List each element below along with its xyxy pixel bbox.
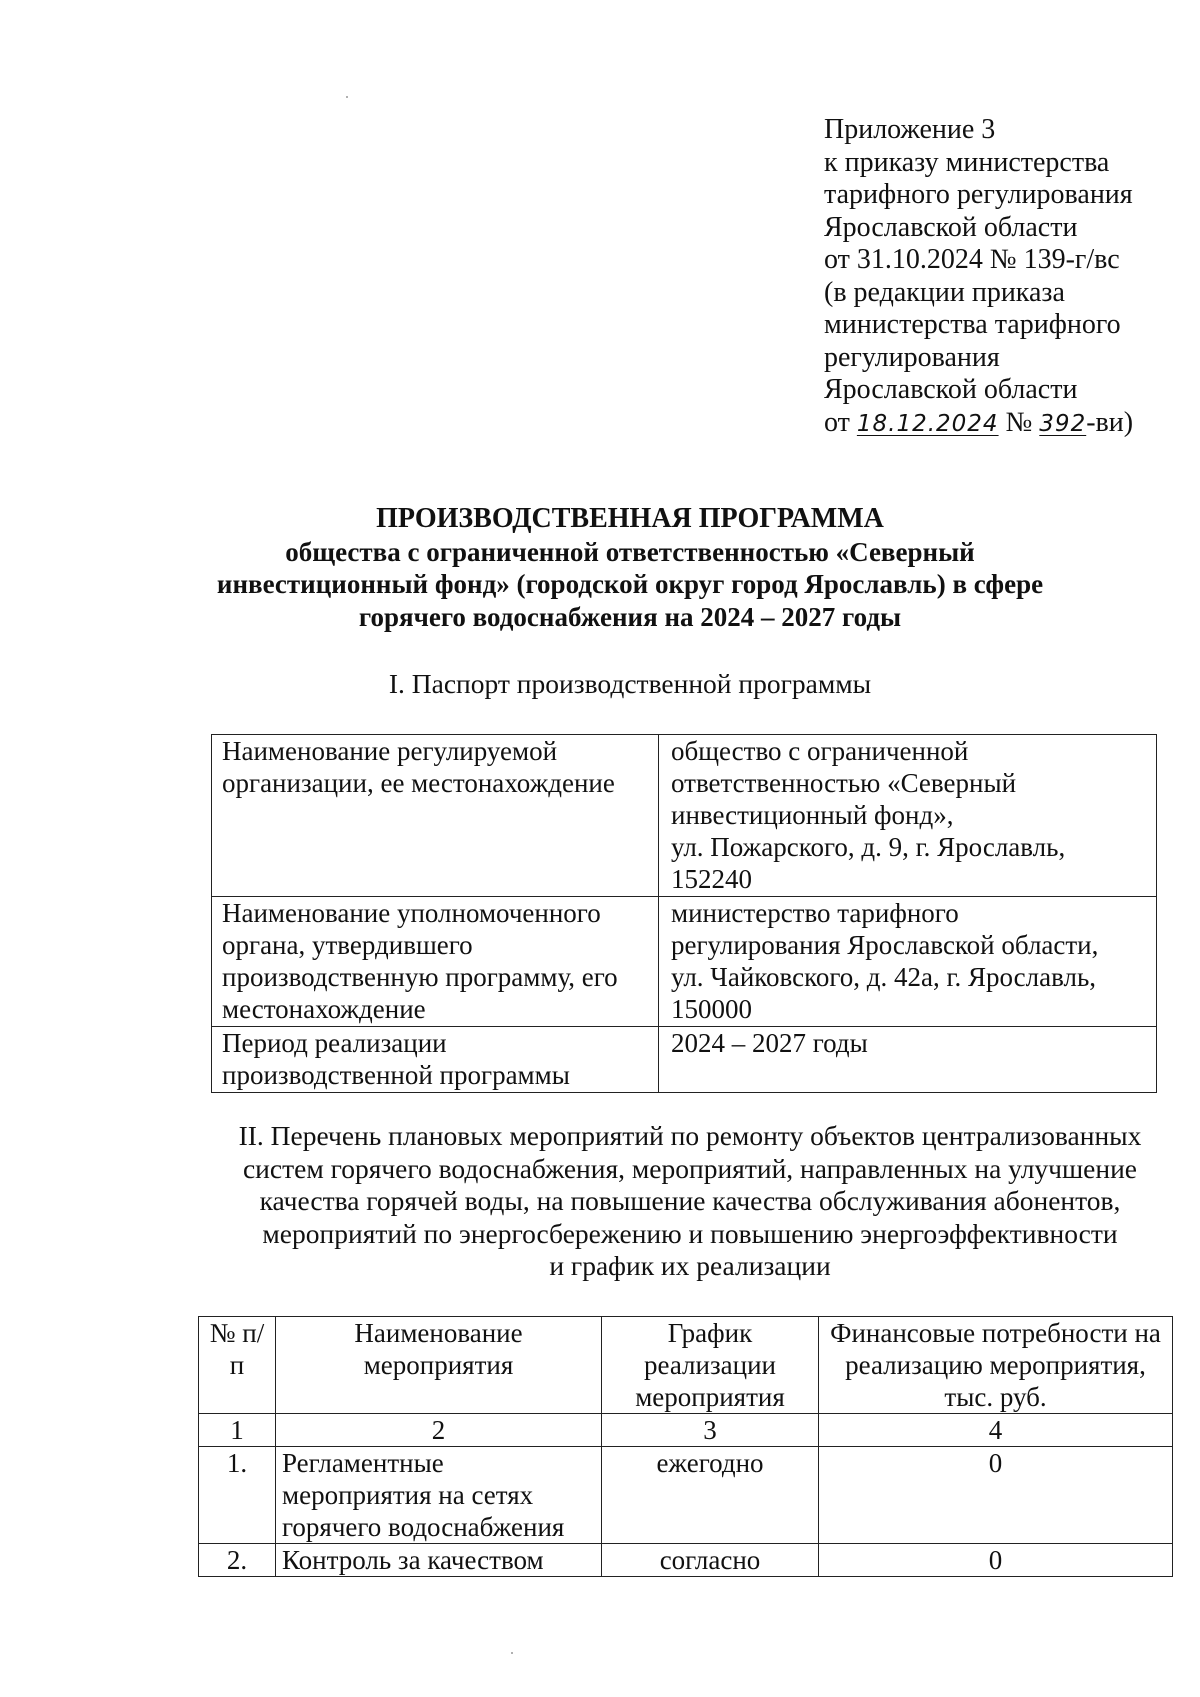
row-finance: 0 [819, 1447, 1173, 1544]
row-schedule: ежегодно [602, 1447, 819, 1544]
scan-speck [511, 1652, 513, 1654]
appendix-amendment-line [824, 407, 1174, 441]
row-schedule: согласно [602, 1544, 819, 1577]
table-row [212, 735, 1157, 897]
value-line: общество с ограниченной [671, 736, 969, 766]
column-header-schedule: График реализации мероприятия [602, 1317, 819, 1414]
table-row [212, 897, 1157, 1027]
column-header-finance: Финансовые потребности на реализацию мероприятия, тыс. руб. [819, 1317, 1173, 1414]
section-2-heading [190, 1120, 1190, 1283]
row-finance: 0 [819, 1544, 1173, 1577]
appendix-line: регулирования [824, 341, 1000, 373]
heading-line: мероприятий по энергосбережению и повышению энергоэффективности [262, 1217, 1118, 1249]
title-line: инвестиционный фонд» (городской округ город Ярославль) в сфере [216, 569, 1044, 599]
title-line: горячего водоснабжения на 2024 – 2027 годы [358, 601, 902, 632]
value-line: ул. Пожарского, д. 9, г. Ярославль, [671, 832, 1066, 862]
amendment-prefix: от [824, 406, 850, 438]
value-line: ул. Чайковского, д. 42а, г. Ярославль, [671, 962, 1097, 992]
passport-value [659, 897, 1157, 1027]
title-line: общества с ограниченной ответственностью «Северный [285, 536, 975, 567]
value-line: ответственностью «Северный [671, 768, 1017, 798]
row-name: Контроль за качеством [276, 1544, 602, 1577]
passport-key: Наименование уполномоченного органа, утвердившего производственную программу, его местонахождение [212, 897, 659, 1027]
heading-line: качества горячей воды, на повышение качества обслуживания абонентов, [259, 1185, 1121, 1216]
row-number: 2. [199, 1544, 276, 1577]
column-header-name: Наименование мероприятия [276, 1317, 602, 1414]
document-title [180, 503, 1080, 633]
appendix-line: министерства тарифного [824, 309, 1121, 340]
value-line: министерство тарифного [671, 898, 959, 928]
appendix-line: Ярославской области [824, 211, 1078, 243]
index-cell: 1 [199, 1414, 276, 1447]
index-cell: 2 [276, 1414, 602, 1447]
passport-value [659, 1027, 1157, 1093]
table-row [199, 1447, 1173, 1544]
table-row [199, 1544, 1173, 1577]
measures-table [198, 1316, 1173, 1577]
appendix-line: от 31.10.2024 № 139-г/вс [824, 244, 1120, 275]
passport-table [211, 734, 1157, 1093]
passport-key: Период реализации производственной программы [212, 1027, 659, 1093]
table-row [212, 1027, 1157, 1093]
column-header-number: № п/п [199, 1317, 276, 1414]
appendix-line: тарифного регулирования [824, 179, 1133, 210]
value-line: инвестиционный фонд», [671, 800, 954, 830]
scan-speck [346, 96, 348, 98]
index-cell: 3 [602, 1414, 819, 1447]
index-cell: 4 [819, 1414, 1173, 1447]
value-line: 150000 [671, 994, 752, 1024]
row-number: 1. [199, 1447, 276, 1544]
handwritten-number: 392 [1039, 410, 1087, 437]
handwritten-date: 18.12.2024 [856, 410, 999, 437]
header-row [199, 1317, 1173, 1414]
value-line: 152240 [671, 864, 752, 894]
heading-line: и график их реализации [549, 1250, 831, 1281]
passport-value [659, 735, 1157, 897]
number-sign: № [1005, 406, 1033, 438]
appendix-block [824, 114, 1174, 440]
amendment-suffix: -ви) [1086, 406, 1134, 438]
title-main: ПРОИЗВОДСТВЕННАЯ ПРОГРАММА [376, 503, 884, 534]
index-row [199, 1414, 1173, 1447]
value-line: регулирования Ярославской области, [671, 930, 1099, 960]
heading-line: систем горячего водоснабжения, мероприятий, направленных на улучшение [242, 1152, 1138, 1184]
appendix-line: к приказу министерства [824, 146, 1110, 178]
appendix-line: (в редакции приказа [824, 276, 1065, 308]
appendix-line: Ярославской области [824, 374, 1078, 405]
value-line: 2024 – 2027 годы [671, 1028, 868, 1058]
row-name: Регламентные мероприятия на сетях горячего водоснабжения [276, 1447, 602, 1544]
appendix-line: Приложение 3 [824, 114, 996, 145]
section-1-heading: I. Паспорт производственной программы [388, 668, 872, 699]
heading-line: II. Перечень плановых мероприятий по ремонту объектов централизованных [238, 1120, 1142, 1151]
passport-key: Наименование регулируемой организации, ее местонахождение [212, 735, 659, 897]
